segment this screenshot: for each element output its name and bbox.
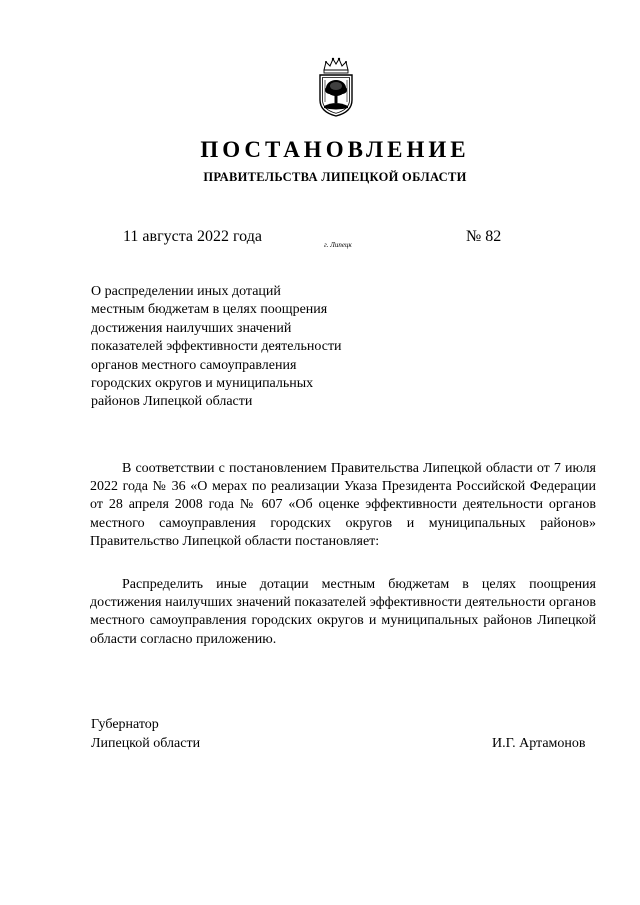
signatory-position — [91, 715, 200, 753]
subject-line: достижения наилучших значений — [91, 320, 292, 336]
document-issuer: ПРАВИТЕЛЬСТВА ЛИПЕЦКОЙ ОБЛАСТИ — [203, 170, 467, 184]
signatory-position-line2: Липецкой области — [91, 736, 201, 751]
document-subject — [91, 283, 391, 412]
subject-line: местным бюджетам в целях поощрения — [91, 302, 328, 318]
subject-line: городских округов и муниципальных — [91, 376, 314, 392]
document-place: г. Липецк — [324, 241, 352, 249]
subject-line: О распределении иных дотаций — [91, 284, 281, 299]
lipetsk-region-coat-of-arms-icon — [316, 56, 356, 118]
subject-line: районов Липецкой области — [91, 394, 253, 410]
subject-line: органов местного самоуправления — [91, 357, 297, 373]
document-number: № 82 — [466, 228, 502, 245]
body-paragraph-1: В соответствии с постановлением Правительства Липецкой области от 7 июля 2022 года № 36 «О мерах по реализации Указа Президента Российской Федерации от 28 апреля 2008 года № 607 «Об оценке эффективности деятельности органов местного самоуправления городских округов и муниципальных районов» Правительство Липецкой области постановляет: — [90, 461, 596, 549]
body-paragraph-2: Распределить иные дотации местным бюджетам в целях поощрения достижения наилучших значений показателей эффективности деятельности органов местного самоуправления городских округов и муниципальных районов Липецкой области согласно приложению. — [90, 577, 596, 647]
document-title: ПОСТАНОВЛЕНИЕ — [200, 137, 470, 162]
signatory-name: И.Г. Артамонов — [492, 736, 586, 751]
signatory-position-line1: Губернатор — [91, 717, 159, 732]
subject-line: показателей эффективности деятельности — [91, 339, 342, 355]
document-date: 11 августа 2022 года — [123, 228, 262, 245]
